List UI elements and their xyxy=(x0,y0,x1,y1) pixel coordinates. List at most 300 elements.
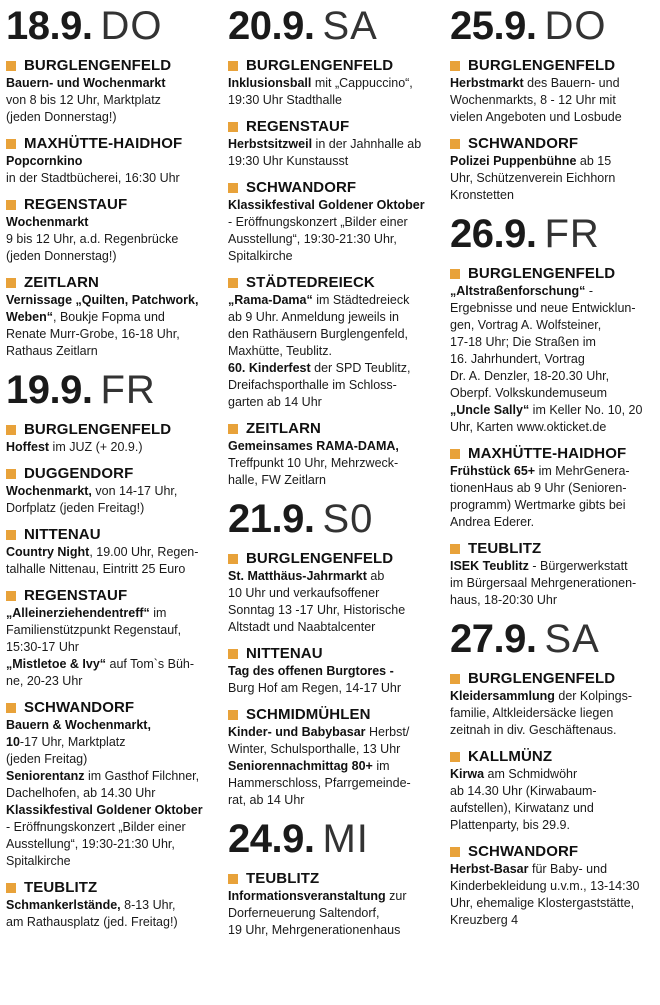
event-text-line xyxy=(228,377,450,394)
event-detail: Uhr, ehemalige Klostergaststätte, xyxy=(450,896,635,910)
event-location xyxy=(6,273,228,292)
square-bullet-icon xyxy=(228,710,238,720)
event-text-line xyxy=(6,214,228,231)
event-text-line xyxy=(6,170,228,187)
event-text-line xyxy=(6,802,228,819)
event-text-line xyxy=(450,419,660,436)
day-weekday: DO xyxy=(544,4,607,48)
event-text-line xyxy=(6,836,228,853)
event-detail: im JUZ (+ 20.9.) xyxy=(49,440,143,454)
day-heading xyxy=(228,817,450,861)
location-name: REGENSTAUF xyxy=(24,196,128,213)
event-detail: Ergebnisse und neue Entwicklun- xyxy=(450,301,636,315)
event-detail: im Bürgersaal Mehrgenerationen- xyxy=(450,576,637,590)
event-text-line xyxy=(228,724,450,741)
event-text-line xyxy=(228,619,450,636)
square-bullet-icon xyxy=(6,200,16,210)
event-text-line xyxy=(228,153,450,170)
event-location xyxy=(6,878,228,897)
event-detail: Ausstellung“, 19:30-21:30 Uhr, xyxy=(228,232,397,246)
event-detail: , Boukje Fopma und xyxy=(53,310,165,324)
square-bullet-icon xyxy=(228,183,238,193)
event-location xyxy=(6,134,228,153)
event-detail: 15:30-17 Uhr xyxy=(6,640,79,654)
event-detail: Andrea Ederer. xyxy=(450,515,535,529)
event-text-line xyxy=(450,75,660,92)
event-entry xyxy=(450,134,660,204)
column-3 xyxy=(450,0,660,1005)
event-location xyxy=(228,644,450,663)
location-name: MAXHÜTTE-HAIDHOF xyxy=(468,445,627,462)
event-title: Vernissage „Quilten, Patchwork, xyxy=(6,293,199,307)
event-detail: von 14-17 Uhr, xyxy=(91,484,178,498)
event-title: Seniorennachmittag 80+ xyxy=(228,759,373,773)
day-date: 26.9. xyxy=(450,212,537,256)
event-text-line xyxy=(6,109,228,126)
event-text-line xyxy=(450,497,660,514)
event-title: Kirwa xyxy=(450,767,485,781)
event-entry xyxy=(450,539,660,609)
day-weekday: FR xyxy=(100,368,156,412)
event-detail: , 19.00 Uhr, Regen- xyxy=(89,545,199,559)
event-title: Wochenmarkt, xyxy=(6,484,92,498)
location-name: SCHWANDORF xyxy=(24,699,135,716)
square-bullet-icon xyxy=(228,874,238,884)
event-entry xyxy=(450,444,660,531)
day-date: 25.9. xyxy=(450,4,537,48)
day-date: 18.9. xyxy=(6,4,93,48)
event-location xyxy=(6,698,228,717)
event-text-line xyxy=(450,722,660,739)
event-detail: ne, 20-23 Uhr xyxy=(6,674,83,688)
event-text-line xyxy=(6,734,228,751)
event-detail: garten ab 14 Uhr xyxy=(228,395,322,409)
square-bullet-icon xyxy=(228,424,238,434)
event-location xyxy=(6,464,228,483)
event-text-line xyxy=(450,187,660,204)
event-detail: Dorferneuerung Saltendorf, xyxy=(228,906,380,920)
event-title: Kinder- und Babybasar xyxy=(228,725,366,739)
day-weekday: FR xyxy=(544,212,600,256)
event-text-line xyxy=(450,783,660,800)
event-text-line xyxy=(228,75,450,92)
event-text-line xyxy=(228,197,450,214)
day-weekday: MI xyxy=(322,817,369,861)
event-detail: ab xyxy=(366,569,385,583)
event-text-line xyxy=(450,575,660,592)
location-name: REGENSTAUF xyxy=(246,118,350,135)
event-location xyxy=(450,842,660,861)
event-text-line xyxy=(228,792,450,809)
event-detail: talhalle Nittenau, Eintritt 25 Euro xyxy=(6,562,186,576)
event-location xyxy=(6,195,228,214)
event-detail: Hammerschloss, Pfarrgemeinde- xyxy=(228,776,411,790)
event-text-line xyxy=(450,912,660,929)
location-name: SCHWANDORF xyxy=(468,843,579,860)
event-text-line xyxy=(6,751,228,768)
event-text-line xyxy=(6,897,228,914)
event-text-line xyxy=(6,785,228,802)
day-date: 21.9. xyxy=(228,497,315,541)
column-2 xyxy=(228,0,450,1005)
event-text-line xyxy=(450,480,660,497)
event-text-line xyxy=(450,334,660,351)
location-name: KALLMÜNZ xyxy=(468,748,553,765)
event-entry xyxy=(6,878,228,931)
event-detail: haus, 18-20:30 Uhr xyxy=(450,593,558,607)
event-entry xyxy=(450,56,660,126)
event-detail: in der Stadtbücherei, 16:30 Uhr xyxy=(6,171,180,185)
square-bullet-icon xyxy=(6,61,16,71)
event-detail: - xyxy=(585,284,594,298)
event-text-line xyxy=(450,351,660,368)
day-heading xyxy=(6,368,228,412)
location-name: TEUBLITZ xyxy=(468,540,542,557)
event-title: Inklusionsball xyxy=(228,76,312,90)
event-title: Informationsveranstaltung xyxy=(228,889,386,903)
event-text-line xyxy=(6,309,228,326)
event-detail: 16. Jahrhundert, Vortrag xyxy=(450,352,585,366)
event-entry xyxy=(228,869,450,939)
event-text-line xyxy=(450,514,660,531)
event-text-line xyxy=(6,656,228,673)
event-detail: programm) Wertmarke gibts bei xyxy=(450,498,626,512)
event-location xyxy=(228,419,450,438)
day-date: 19.9. xyxy=(6,368,93,412)
event-text-line xyxy=(228,214,450,231)
event-text-line xyxy=(450,317,660,334)
event-text-line xyxy=(6,639,228,656)
event-location xyxy=(450,134,660,153)
event-location xyxy=(228,549,450,568)
event-detail: im MehrGenera- xyxy=(535,464,630,478)
event-text-line xyxy=(228,888,450,905)
event-text-line xyxy=(6,500,228,517)
day-date: 24.9. xyxy=(228,817,315,861)
location-name: SCHWANDORF xyxy=(246,179,357,196)
event-detail: 8-13 Uhr, xyxy=(120,898,176,912)
event-detail: Uhr, Schützenverein Eichhorn xyxy=(450,171,616,185)
event-text-line xyxy=(6,768,228,785)
event-detail: der Kolpings- xyxy=(554,689,633,703)
location-name: REGENSTAUF xyxy=(24,587,128,604)
event-title: Hoffest xyxy=(6,440,50,454)
event-detail: - Eröffnungskonzert „Bilder einer xyxy=(228,215,408,229)
event-title: „Altstraßenforschung“ xyxy=(450,284,586,298)
event-location xyxy=(228,869,450,888)
event-entry xyxy=(228,178,450,265)
event-detail: -17 Uhr, Marktplatz xyxy=(19,735,126,749)
event-title: „Uncle Sally“ xyxy=(450,403,530,417)
event-text-line xyxy=(228,394,450,411)
event-title: Tag des offenen Burgtores - xyxy=(228,664,394,678)
event-location xyxy=(6,525,228,544)
event-text-line xyxy=(450,878,660,895)
event-text-line xyxy=(6,673,228,690)
event-detail: familie, Altkleidersäcke liegen xyxy=(450,706,614,720)
event-text-line xyxy=(450,402,660,419)
event-title: Country Night xyxy=(6,545,90,559)
event-entry xyxy=(6,273,228,360)
event-detail: Renate Murr-Grobe, 16-18 Uhr, xyxy=(6,327,180,341)
event-text-line xyxy=(228,680,450,697)
event-text-line xyxy=(6,292,228,309)
event-detail: auf Tom`s Büh- xyxy=(106,657,195,671)
event-text-line xyxy=(228,231,450,248)
event-title: „Alleinerziehendentreff“ xyxy=(6,606,150,620)
event-text-line xyxy=(228,585,450,602)
day-heading xyxy=(6,4,228,48)
event-text-line xyxy=(6,153,228,170)
event-detail: Dreifachsporthalle im Schloss- xyxy=(228,378,397,392)
event-text-line xyxy=(6,622,228,639)
event-text-line xyxy=(6,231,228,248)
event-location xyxy=(450,444,660,463)
event-text-line xyxy=(450,688,660,705)
square-bullet-icon xyxy=(228,278,238,288)
event-entry xyxy=(228,117,450,170)
event-detail: (jeden Freitag) xyxy=(6,752,88,766)
event-detail: Treffpunkt 10 Uhr, Mehrzweck- xyxy=(228,456,399,470)
event-text-line xyxy=(228,602,450,619)
event-text-line xyxy=(228,136,450,153)
event-detail: Sonntag 13 -17 Uhr, Historische xyxy=(228,603,406,617)
event-text-line xyxy=(6,483,228,500)
event-detail: Familienstützpunkt Regenstauf, xyxy=(6,623,182,637)
location-name: BURGLENGENFELD xyxy=(24,57,172,74)
event-detail: am Schmidwöhr xyxy=(484,767,578,781)
event-text-line xyxy=(228,663,450,680)
day-heading xyxy=(450,212,660,256)
event-detail: tionenHaus ab 9 Uhr (Senioren- xyxy=(450,481,627,495)
event-text-line xyxy=(228,741,450,758)
event-text-line xyxy=(450,895,660,912)
event-text-line xyxy=(228,343,450,360)
location-name: BURGLENGENFELD xyxy=(246,550,394,567)
event-text-line xyxy=(228,292,450,309)
square-bullet-icon xyxy=(6,278,16,288)
square-bullet-icon xyxy=(228,554,238,564)
event-detail: Altstadt und Naabtalcenter xyxy=(228,620,376,634)
event-detail: rat, ab 14 Uhr xyxy=(228,793,305,807)
day-weekday: SA xyxy=(544,617,600,661)
square-bullet-icon xyxy=(450,847,460,857)
event-detail: den Rathäusern Burglengenfeld, xyxy=(228,327,408,341)
location-name: BURGLENGENFELD xyxy=(246,57,394,74)
square-bullet-icon xyxy=(450,752,460,762)
event-text-line xyxy=(450,300,660,317)
event-title: Popcornkino xyxy=(6,154,83,168)
square-bullet-icon xyxy=(450,61,460,71)
event-detail: von 8 bis 12 Uhr, Marktplatz xyxy=(6,93,161,107)
event-text-line xyxy=(228,438,450,455)
event-title: Kleidersammlung xyxy=(450,689,555,703)
event-detail: 19:30 Uhr Kunstausst xyxy=(228,154,349,168)
event-title: ISEK Teublitz xyxy=(450,559,529,573)
event-detail: (jeden Donnerstag!) xyxy=(6,110,117,124)
event-text-line xyxy=(6,75,228,92)
event-text-line xyxy=(450,153,660,170)
event-detail: - Eröffnungskonzert „Bilder einer xyxy=(6,820,186,834)
location-name: BURGLENGENFELD xyxy=(24,421,172,438)
event-detail: 10 Uhr und verkaufsoffener xyxy=(228,586,380,600)
location-name: NITTENAU xyxy=(24,526,101,543)
event-text-line xyxy=(228,905,450,922)
event-text-line xyxy=(6,343,228,360)
event-entry xyxy=(6,134,228,187)
event-text-line xyxy=(228,326,450,343)
event-detail: Spitalkirche xyxy=(6,854,71,868)
event-title: St. Matthäus-Jahrmarkt xyxy=(228,569,367,583)
event-entry xyxy=(6,525,228,578)
location-name: TEUBLITZ xyxy=(24,879,98,896)
square-bullet-icon xyxy=(228,122,238,132)
event-text-line xyxy=(228,455,450,472)
event-entry xyxy=(228,273,450,411)
event-text-line xyxy=(228,309,450,326)
event-title: Herbst-Basar xyxy=(450,862,529,876)
location-name: ZEITLARN xyxy=(246,420,321,437)
event-text-line xyxy=(450,463,660,480)
event-title: Klassikfestival Goldener Oktober xyxy=(6,803,203,817)
event-detail: im xyxy=(372,759,390,773)
event-text-line xyxy=(228,775,450,792)
event-text-line xyxy=(6,605,228,622)
event-text-line xyxy=(450,861,660,878)
event-detail: Maxhütte, Teublitz. xyxy=(228,344,332,358)
event-detail: vielen Angeboten und Losbude xyxy=(450,110,622,124)
event-text-line xyxy=(450,109,660,126)
event-detail: Kreuzberg 4 xyxy=(450,913,519,927)
event-location xyxy=(450,669,660,688)
event-title: „Rama-Dama“ xyxy=(228,293,313,307)
event-title: Weben“ xyxy=(6,310,53,324)
event-text-line xyxy=(450,705,660,722)
event-detail: Rathaus Zeitlarn xyxy=(6,344,98,358)
event-text-line xyxy=(6,717,228,734)
event-title: Herbstsitzweil xyxy=(228,137,313,151)
event-detail: aufstellen), Kirwatanz und xyxy=(450,801,594,815)
event-title: Bauern- und Wochenmarkt xyxy=(6,76,166,90)
event-detail: Uhr, Karten www.okticket.de xyxy=(450,420,607,434)
event-detail: des Bauern- und xyxy=(523,76,620,90)
event-location xyxy=(450,539,660,558)
event-text-line xyxy=(228,248,450,265)
event-detail: (jeden Donnerstag!) xyxy=(6,249,117,263)
event-text-line xyxy=(228,568,450,585)
location-name: NITTENAU xyxy=(246,645,323,662)
event-title: 60. Kinderfest xyxy=(228,361,311,375)
event-text-line xyxy=(6,248,228,265)
location-name: SCHWANDORF xyxy=(468,135,579,152)
event-location xyxy=(450,56,660,75)
event-detail: im Keller No. 10, 20 xyxy=(529,403,643,417)
location-name: STÄDTEDREIECK xyxy=(246,274,375,291)
event-detail: im xyxy=(149,606,167,620)
event-entry xyxy=(6,698,228,870)
event-title: „Mistletoe & Ivy“ xyxy=(6,657,107,671)
square-bullet-icon xyxy=(450,674,460,684)
square-bullet-icon xyxy=(6,703,16,713)
event-text-line xyxy=(450,592,660,609)
event-location xyxy=(6,420,228,439)
event-text-line xyxy=(450,558,660,575)
event-text-line xyxy=(6,92,228,109)
event-location xyxy=(228,705,450,724)
square-bullet-icon xyxy=(450,139,460,149)
event-detail: Plattenparty, bis 29.9. xyxy=(450,818,570,832)
event-location xyxy=(228,56,450,75)
square-bullet-icon xyxy=(450,269,460,279)
event-entry xyxy=(228,644,450,697)
event-detail: 19 Uhr, Mehrgenerationenhaus xyxy=(228,923,401,937)
event-detail: halle, FW Zeitlarn xyxy=(228,473,326,487)
event-title: Frühstück 65+ xyxy=(450,464,536,478)
event-detail: der SPD Teublitz, xyxy=(310,361,411,375)
event-detail: für Baby- und xyxy=(528,862,608,876)
event-detail: Dr. A. Denzler, 18-20.30 Uhr, xyxy=(450,369,610,383)
event-detail: mit „Cappuccino“, xyxy=(311,76,413,90)
event-entry xyxy=(6,420,228,456)
day-date: 27.9. xyxy=(450,617,537,661)
event-detail: 17-18 Uhr; Die Straßen im xyxy=(450,335,596,349)
square-bullet-icon xyxy=(6,139,16,149)
location-name: BURGLENGENFELD xyxy=(468,670,616,687)
location-name: ZEITLARN xyxy=(24,274,99,291)
event-entry xyxy=(228,56,450,109)
event-detail: im Städtedreieck xyxy=(312,293,410,307)
location-name: SCHMIDMÜHLEN xyxy=(246,706,371,723)
square-bullet-icon xyxy=(6,425,16,435)
event-detail: zeitnah in div. Geschäftenaus. xyxy=(450,723,617,737)
event-location xyxy=(228,178,450,197)
location-name: BURGLENGENFELD xyxy=(468,265,616,282)
event-entry xyxy=(6,195,228,265)
location-name: DUGGENDORF xyxy=(24,465,134,482)
event-title: Polizei Puppenbühne xyxy=(450,154,577,168)
event-text-line xyxy=(6,326,228,343)
event-detail: - Bürgerwerkstatt xyxy=(528,559,628,573)
event-location xyxy=(228,117,450,136)
event-text-line xyxy=(228,758,450,775)
event-entry xyxy=(6,586,228,690)
event-detail: zur xyxy=(385,889,407,903)
event-detail: ab 15 xyxy=(576,154,612,168)
event-title: 10 xyxy=(6,735,20,749)
event-detail: gen, Vortrag A. Wolfsteiner, xyxy=(450,318,602,332)
event-location xyxy=(228,273,450,292)
event-detail: im Gasthof Filchner, xyxy=(84,769,200,783)
event-text-line xyxy=(6,853,228,870)
event-text-line xyxy=(228,922,450,939)
event-detail: Winter, Schulsporthalle, 13 Uhr xyxy=(228,742,401,756)
event-title: Seniorentanz xyxy=(6,769,85,783)
event-detail: in der Jahnhalle ab xyxy=(312,137,422,151)
event-location xyxy=(450,747,660,766)
event-detail: 9 bis 12 Uhr, a.d. Regenbrücke xyxy=(6,232,179,246)
event-title: Schmankerlstände, xyxy=(6,898,121,912)
square-bullet-icon xyxy=(228,649,238,659)
event-entry xyxy=(450,842,660,929)
location-name: TEUBLITZ xyxy=(246,870,320,887)
event-entry xyxy=(228,549,450,636)
event-text-line xyxy=(450,385,660,402)
location-name: MAXHÜTTE-HAIDHOF xyxy=(24,135,183,152)
event-text-line xyxy=(450,817,660,834)
event-detail: Herbst/ xyxy=(365,725,410,739)
event-title: Herbstmarkt xyxy=(450,76,524,90)
event-detail: Wochenmarkts, 8 - 12 Uhr mit xyxy=(450,93,616,107)
